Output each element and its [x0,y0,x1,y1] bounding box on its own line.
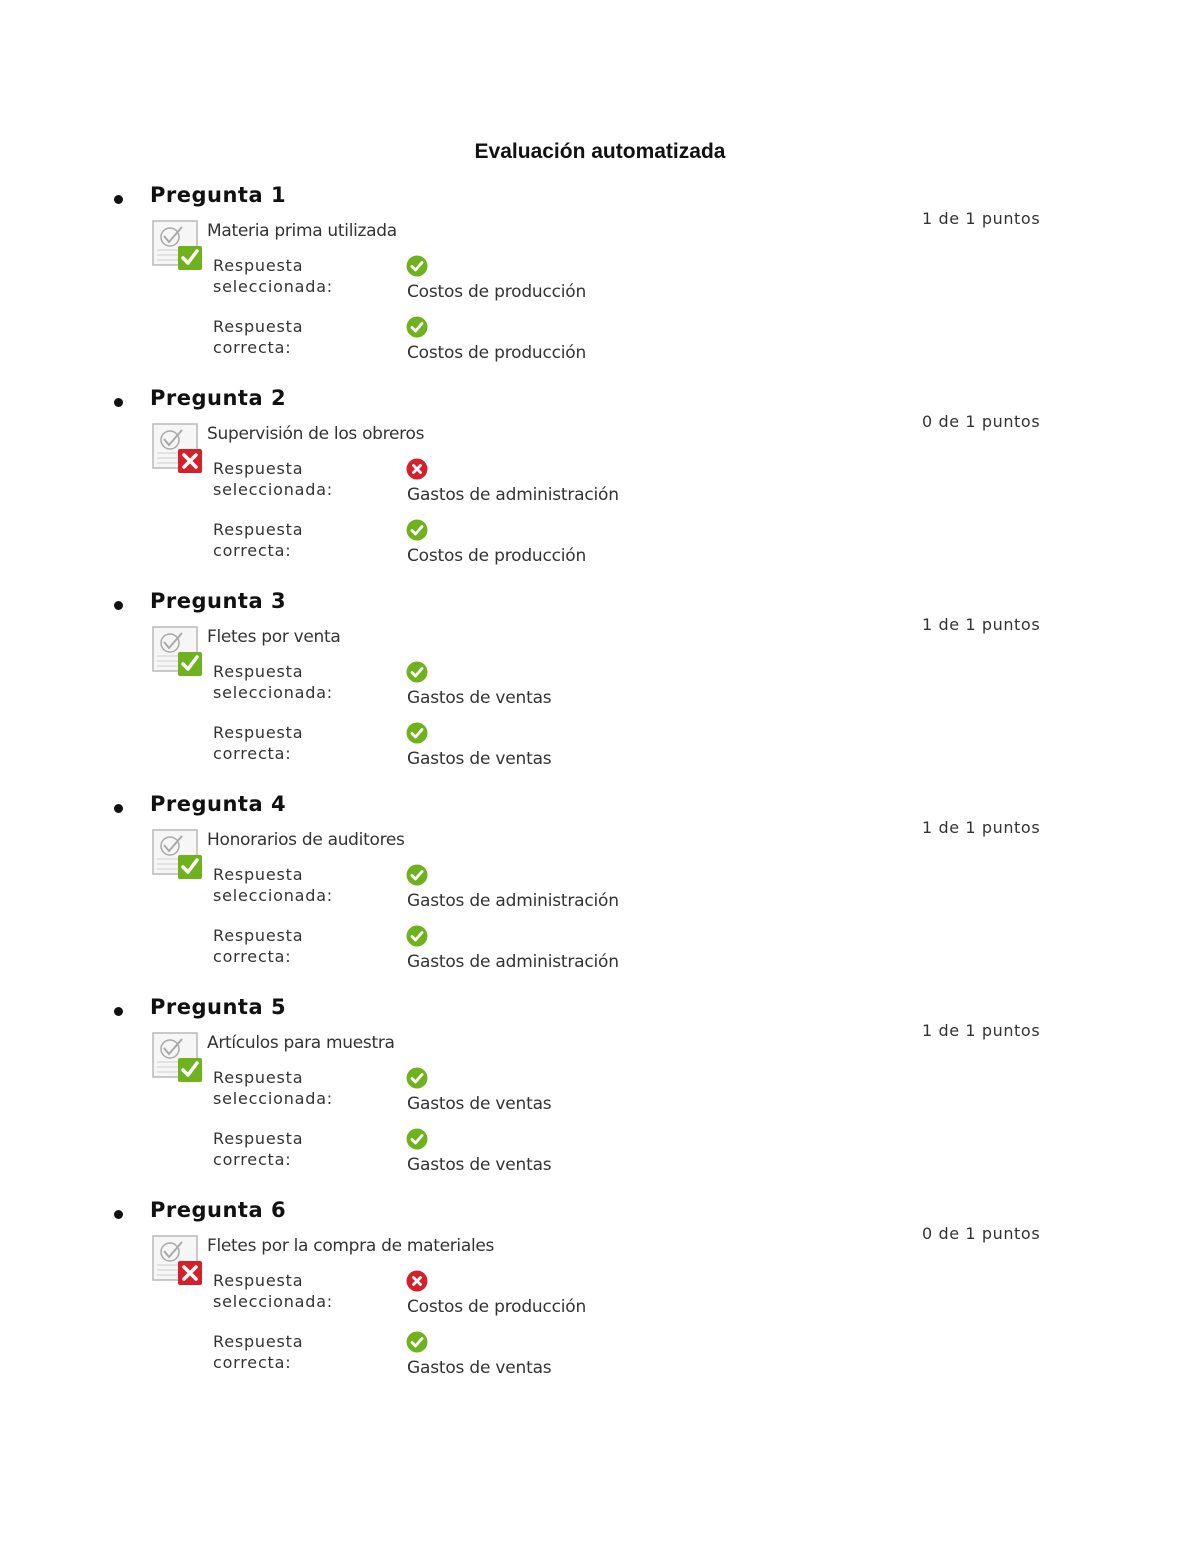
correct-answer-label [213,1331,303,1373]
correct-check-icon [406,519,428,541]
selected-answer-label [213,255,333,297]
correct-answer-text: Costos de producción [407,343,587,363]
question-heading: Pregunta 3 [150,589,287,613]
correct-label-line-2: correcta: [213,744,292,763]
correct-answer-label [213,1128,303,1170]
selected-label-line-2: seleccionada: [213,683,333,702]
selected-label-line-2: seleccionada: [213,1089,333,1108]
correct-label-line-1: Respuesta [213,520,304,539]
correct-answer-text: Gastos de ventas [407,1358,552,1378]
selected-check-icon [406,255,428,277]
bullet [114,398,123,407]
selected-check-icon [406,661,428,683]
correct-answer-label [213,925,303,967]
question-incorrect-icon [152,423,204,475]
question-points: 1 de 1 puntos [922,1021,1041,1040]
bullet [114,804,123,813]
selected-answer-text: Gastos de administración [407,891,619,911]
correct-label-line-1: Respuesta [213,723,304,742]
question-text: Artículos para muestra [207,1033,395,1053]
question-text: Fletes por la compra de materiales [207,1236,495,1256]
selected-label-line-2: seleccionada: [213,480,333,499]
question-heading: Pregunta 6 [150,1198,287,1222]
selected-answer-label [213,458,333,500]
question-text: Honorarios de auditores [207,830,405,850]
question-heading: Pregunta 2 [150,386,287,410]
question-item-5 [0,995,1200,1195]
question-item-4 [0,792,1200,992]
selected-label-line-2: seleccionada: [213,1292,333,1311]
correct-label-line-1: Respuesta [213,1129,304,1148]
selected-answer-label [213,1067,333,1109]
selected-check-icon [406,864,428,886]
page-title: Evaluación automatizada [474,140,726,163]
question-points: 0 de 1 puntos [922,412,1041,431]
correct-answer-label [213,722,303,764]
correct-label-line-1: Respuesta [213,926,304,945]
selected-label-line-2: seleccionada: [213,277,333,296]
correct-answer-text: Costos de producción [407,546,587,566]
selected-answer-text: Costos de producción [407,1297,587,1317]
correct-label-line-2: correcta: [213,1150,292,1169]
question-points: 1 de 1 puntos [922,615,1041,634]
correct-answer-text: Gastos de administración [407,952,619,972]
bullet [114,1210,123,1219]
selected-answer-text: Costos de producción [407,282,587,302]
correct-check-icon [406,1331,428,1353]
question-correct-icon [152,829,204,881]
selected-label-line-1: Respuesta [213,256,304,275]
selected-answer-text: Gastos de ventas [407,688,552,708]
bullet [114,601,123,610]
question-item-3 [0,589,1200,789]
bullet [114,1007,123,1016]
selected-answer-text: Gastos de ventas [407,1094,552,1114]
correct-label-line-2: correcta: [213,947,292,966]
question-incorrect-icon [152,1235,204,1287]
selected-answer-text: Gastos de administración [407,485,619,505]
question-correct-icon [152,1032,204,1084]
correct-check-icon [406,925,428,947]
bullet [114,195,123,204]
question-correct-icon [152,220,204,272]
question-item-2 [0,386,1200,586]
selected-answer-label [213,661,333,703]
correct-check-icon [406,722,428,744]
question-text: Materia prima utilizada [207,221,397,241]
correct-label-line-2: correcta: [213,541,292,560]
question-heading: Pregunta 1 [150,183,287,207]
correct-label-line-1: Respuesta [213,1332,304,1351]
question-heading: Pregunta 4 [150,792,287,816]
question-heading: Pregunta 5 [150,995,287,1019]
correct-answer-text: Gastos de ventas [407,749,552,769]
selected-cross-icon [406,1270,428,1292]
correct-label-line-2: correcta: [213,338,292,357]
question-text: Supervisión de los obreros [207,424,425,444]
correct-answer-label [213,519,303,561]
correct-answer-text: Gastos de ventas [407,1155,552,1175]
selected-label-line-1: Respuesta [213,1271,304,1290]
selected-check-icon [406,1067,428,1089]
selected-label-line-2: seleccionada: [213,886,333,905]
selected-label-line-1: Respuesta [213,865,304,884]
question-item-6 [0,1198,1200,1398]
correct-label-line-1: Respuesta [213,317,304,336]
question-text: Fletes por venta [207,627,341,647]
correct-check-icon [406,1128,428,1150]
selected-label-line-1: Respuesta [213,459,304,478]
correct-check-icon [406,316,428,338]
selected-answer-label [213,1270,333,1312]
correct-label-line-2: correcta: [213,1353,292,1372]
correct-answer-label [213,316,303,358]
question-correct-icon [152,626,204,678]
selected-label-line-1: Respuesta [213,1068,304,1087]
question-points: 1 de 1 puntos [922,818,1041,837]
selected-label-line-1: Respuesta [213,662,304,681]
question-item-1 [0,183,1200,383]
question-points: 1 de 1 puntos [922,209,1041,228]
question-points: 0 de 1 puntos [922,1224,1041,1243]
selected-cross-icon [406,458,428,480]
selected-answer-label [213,864,333,906]
